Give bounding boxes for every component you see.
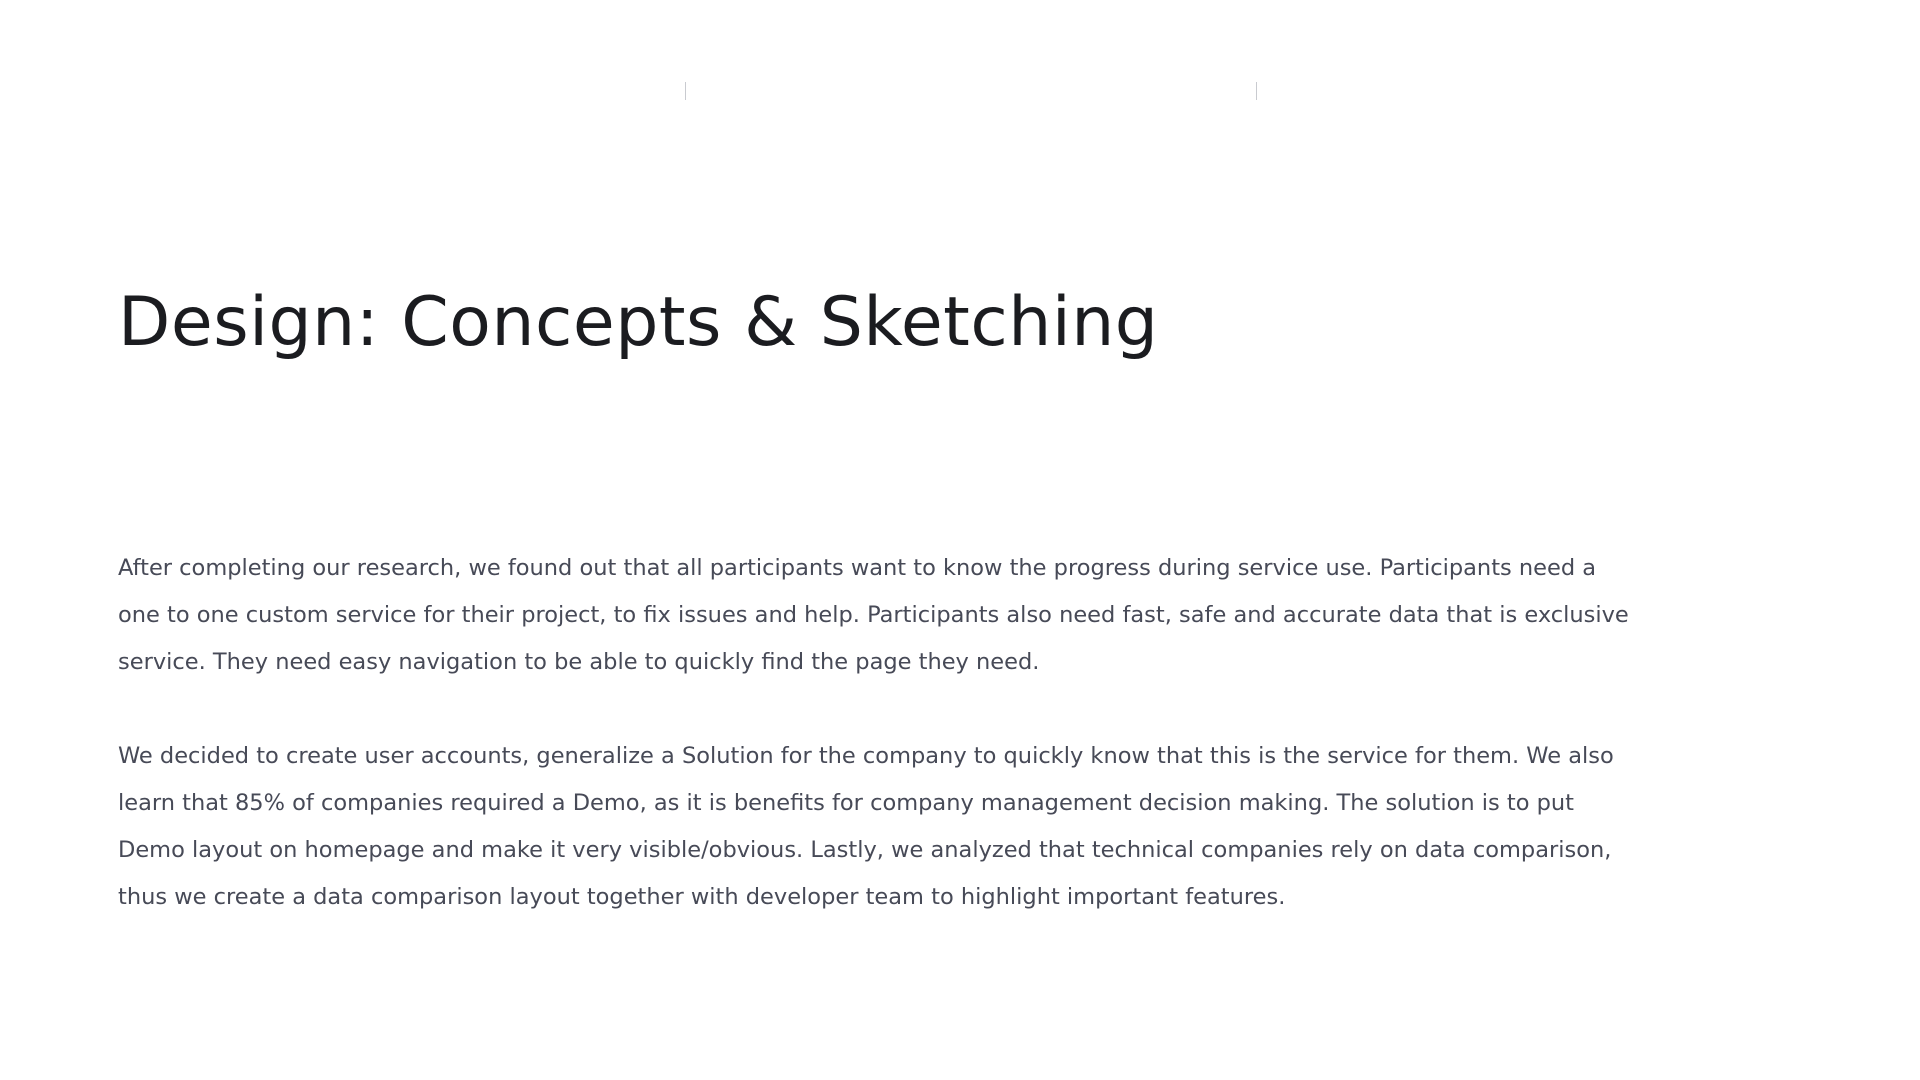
page-title: Design: Concepts & Sketching — [118, 283, 1159, 362]
top-divider-left — [685, 82, 686, 100]
paragraph-research-findings: After completing our research, we found out that all participants want to know the progress during service use. Participants need a one to one custom service for their project, to fix issues and help. Participants also need fast, safe and accurate data that is exclusive service. They need easy navigation to be able to quickly find the page they need. — [118, 555, 1629, 675]
top-divider-right — [1256, 82, 1257, 100]
body-text — [118, 545, 1638, 968]
paragraph-design-decisions: We decided to create user accounts, generalize a Solution for the company to quickly know that this is the service for them. We also learn that 85% of companies required a Demo, as it is benefits for company management decision making. The solution is to put Demo layout on homepage and make it very visible/obvious. Lastly, we analyzed that technical companies rely on data comparison, thus we create a data comparison layout together with developer team to highlight important features. — [118, 743, 1614, 910]
